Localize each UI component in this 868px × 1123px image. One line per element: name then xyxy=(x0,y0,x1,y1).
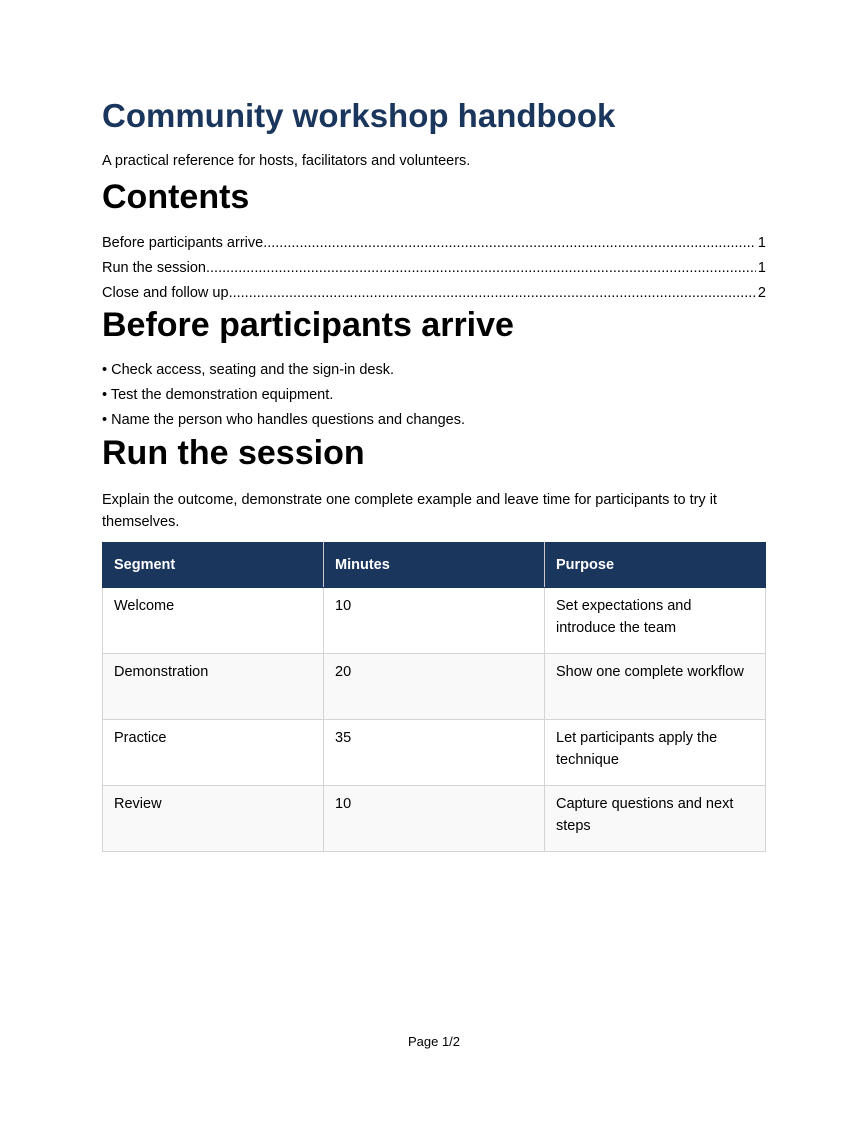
page-number: Page 1/2 xyxy=(407,1034,461,1049)
document-title: Community workshop handbook xyxy=(102,97,616,134)
run-session-heading: Run the session xyxy=(102,434,365,472)
table-row xyxy=(103,720,766,786)
table-cell: 20 xyxy=(324,654,545,720)
table-row xyxy=(103,786,766,852)
toc-entry-label: Before participants arrive xyxy=(102,235,264,251)
toc-entry-page: 1 xyxy=(757,235,766,251)
checklist xyxy=(102,361,465,436)
table-cell: 10 xyxy=(324,588,545,654)
table-cell: 35 xyxy=(324,720,545,786)
toc-dot-leader xyxy=(206,258,756,278)
table-cell: Capture questions and next steps xyxy=(545,786,766,852)
table-cell: Set expectations and introduce the team xyxy=(545,588,766,654)
toc-dot-leader xyxy=(229,283,756,303)
column-header-minutes: Minutes xyxy=(324,543,545,588)
table-cell: 10 xyxy=(324,786,545,852)
list-item: • Check access, seating and the sign-in desk. xyxy=(102,362,395,378)
table-cell: Demonstration xyxy=(103,654,324,720)
toc-entry-page: 1 xyxy=(757,260,766,276)
table-cell: Show one complete workflow xyxy=(545,654,766,720)
table-cell: Practice xyxy=(103,720,324,786)
table-cell: Let participants apply the technique xyxy=(545,720,766,786)
table-cell: Welcome xyxy=(103,588,324,654)
session-paragraph: Explain the outcome, demonstrate one complete example and leave time for participants to try it themselves. xyxy=(102,492,717,530)
toc-entry[interactable] xyxy=(102,258,766,283)
table-header-row xyxy=(103,543,766,588)
toc-entry[interactable] xyxy=(102,233,766,258)
list-item: • Test the demonstration equipment. xyxy=(102,387,334,403)
table-row xyxy=(103,588,766,654)
table-of-contents xyxy=(102,233,766,308)
column-header-segment: Segment xyxy=(103,543,324,588)
list-item: • Name the person who handles questions and changes. xyxy=(102,412,465,428)
contents-heading: Contents xyxy=(102,178,250,216)
table-row xyxy=(103,654,766,720)
document-subtitle: A practical reference for hosts, facilitators and volunteers. xyxy=(102,153,471,169)
toc-entry-label: Run the session xyxy=(102,260,206,276)
toc-entry-label: Close and follow up xyxy=(102,285,229,301)
column-header-purpose: Purpose xyxy=(545,543,766,588)
toc-dot-leader xyxy=(263,233,756,253)
before-arrive-heading: Before participants arrive xyxy=(102,306,514,344)
toc-entry-page: 2 xyxy=(757,285,766,301)
table-cell: Review xyxy=(103,786,324,852)
session-schedule-table xyxy=(102,542,766,852)
